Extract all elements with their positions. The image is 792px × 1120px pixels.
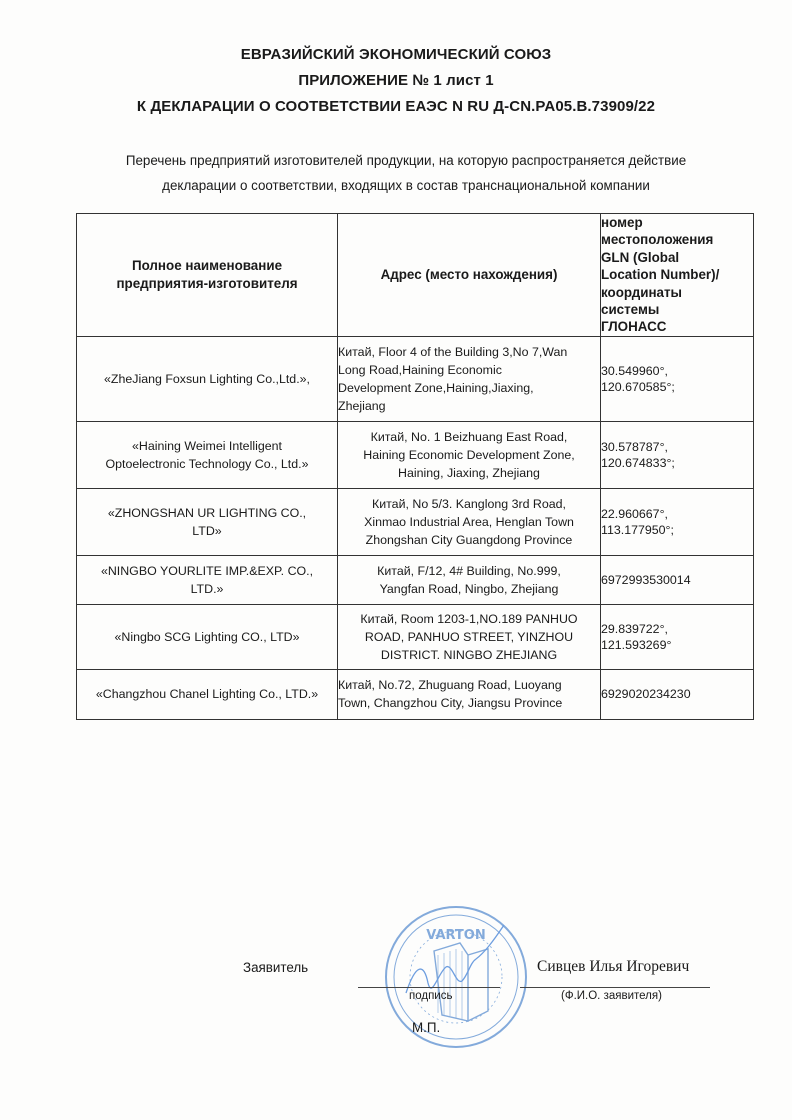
- intro-line: декларации о соответствии, входящих в состав транснациональной компании: [162, 178, 650, 193]
- gln-line: 120.670585°;: [601, 379, 675, 394]
- header-line: координаты: [601, 284, 682, 300]
- address-line: Китай, No.72, Zhuguang Road, Luoyang: [338, 678, 562, 693]
- gln-line: 6929020234230: [601, 687, 691, 702]
- gln-line: 30.578787°,: [601, 439, 668, 454]
- header-line: Location Number)/: [601, 267, 720, 283]
- manufacturer-name: [77, 488, 338, 555]
- name-line: LTD.»: [190, 581, 224, 596]
- header-line: предприятия-изготовителя: [116, 275, 298, 291]
- manufacturer-name: [77, 669, 338, 719]
- table-row: [77, 669, 754, 719]
- seal-label: М.П.: [412, 1020, 441, 1035]
- column-header-address: Адрес (место нахождения): [338, 214, 601, 337]
- table-row: [77, 336, 754, 421]
- gln-line: 30.549960°,: [601, 363, 668, 378]
- fio-caption: (Ф.И.О. заявителя): [561, 990, 662, 1002]
- gln-line: 113.177950°;: [601, 522, 674, 537]
- name-line: Optoelectronic Technology Co., Ltd.»: [105, 456, 309, 471]
- header-line: номер: [601, 215, 643, 230]
- header-line: ГЛОНАСС: [601, 319, 667, 335]
- address-line: Xinmao Industrial Area, Henglan Town: [364, 514, 574, 529]
- applicant-label: Заявитель: [243, 960, 309, 975]
- address-line: Long Road,Haining Economic: [338, 362, 502, 377]
- address-line: Китай, F/12, 4# Building, No.999,: [377, 563, 561, 578]
- manufacturer-name: [77, 421, 338, 488]
- gln-line: 120.674833°;: [601, 455, 675, 470]
- gln-line: 29.839722°,: [601, 621, 668, 636]
- address-line: Zhejiang: [338, 398, 386, 413]
- gln-line: 121.593269°: [601, 637, 672, 652]
- declaration-title: К ДЕКЛАРАЦИИ О СООТВЕТСТВИИ ЕАЭС N RU Д-CN.PA05.B.73909/22: [136, 98, 656, 115]
- appendix-title: ПРИЛОЖЕНИЕ № 1 лист 1: [298, 72, 494, 89]
- address-line: Town, Changzhou City, Jiangsu Province: [338, 696, 563, 711]
- column-header-name: [77, 214, 338, 337]
- manufacturer-address: [338, 555, 601, 604]
- manufacturer-address: [338, 669, 601, 719]
- header-line: системы: [601, 302, 660, 318]
- address-line: DISTRICT. NINGBO ZHEJIANG: [380, 647, 558, 662]
- address-line: Китай, Room 1203-1,NO.189 PANHUO: [360, 611, 578, 626]
- table-header-row: [77, 214, 754, 337]
- intro-line: Перечень предприятий изготовителей продукции, на которую распространяется действие: [125, 153, 687, 168]
- manufacturer-gln: [601, 336, 754, 421]
- header-line: местоположения: [601, 232, 714, 248]
- name-line: «Ningbo SCG Lighting CO., LTD»: [114, 629, 300, 644]
- manufacturer-gln: [601, 669, 754, 719]
- manufacturer-gln: [601, 488, 754, 555]
- signature-caption: подпись: [409, 990, 453, 1002]
- intro-text: [0, 148, 792, 198]
- name-line: «NINGBO YOURLITE IMP.&EXP. CO.,: [100, 563, 314, 578]
- address-line: ROAD, PANHUO STREET, YINZHOU: [364, 629, 574, 644]
- table-row: [77, 604, 754, 669]
- manufacturer-address: [338, 604, 601, 669]
- header-line: GLN (Global: [601, 249, 680, 265]
- company-seal-icon: [376, 903, 536, 1053]
- name-line: LTD»: [192, 523, 222, 538]
- table-row: [77, 488, 754, 555]
- manufacturer-name: [77, 555, 338, 604]
- address-line: Китай, No 5/3. Kanglong 3rd Road,: [372, 496, 566, 511]
- table-row: [77, 555, 754, 604]
- column-header-gln: [601, 214, 754, 337]
- address-line: Development Zone,Haining,Jiaxing,: [338, 380, 534, 395]
- manufacturers-table: [76, 213, 754, 720]
- signature-line: [358, 987, 500, 988]
- name-line: «Changzhou Chanel Lighting Co., LTD.»: [95, 687, 319, 702]
- manufacturer-gln: [601, 421, 754, 488]
- applicant-name: Сивцев Илья Игоревич: [537, 958, 690, 975]
- manufacturer-gln: [601, 555, 754, 604]
- name-line: [520, 987, 710, 988]
- address-line: Zhongshan City Guangdong Province: [365, 532, 573, 547]
- manufacturer-address: [338, 421, 601, 488]
- table-row: [77, 421, 754, 488]
- union-title: ЕВРАЗИЙСКИЙ ЭКОНОМИЧЕСКИЙ СОЮЗ: [240, 46, 552, 63]
- manufacturer-address: [338, 336, 601, 421]
- address-line: Китай, No. 1 Beizhuang East Road,: [370, 429, 568, 444]
- address-line: Китай, Floor 4 of the Building 3,No 7,Wan: [338, 344, 568, 359]
- svg-text:VARTON: VARTON: [426, 928, 486, 943]
- name-line: «ZHONGSHAN UR LIGHTING CO.,: [107, 505, 307, 520]
- gln-line: 6972993530014: [601, 572, 691, 587]
- manufacturer-name: [77, 336, 338, 421]
- address-line: Yangfan Road, Ningbo, Zhejiang: [379, 581, 559, 596]
- manufacturer-address: [338, 488, 601, 555]
- name-line: «ZheJiang Foxsun Lighting Co.,Ltd.»,: [104, 371, 310, 386]
- manufacturer-name: [77, 604, 338, 669]
- header-line: Полное наименование: [131, 257, 283, 273]
- address-line: Haining Economic Development Zone,: [363, 447, 575, 462]
- address-line: Haining, Jiaxing, Zhejiang: [398, 465, 540, 480]
- gln-line: 22.960667°,: [601, 506, 668, 521]
- manufacturer-gln: [601, 604, 754, 669]
- name-line: «Haining Weimei Intelligent: [132, 438, 282, 453]
